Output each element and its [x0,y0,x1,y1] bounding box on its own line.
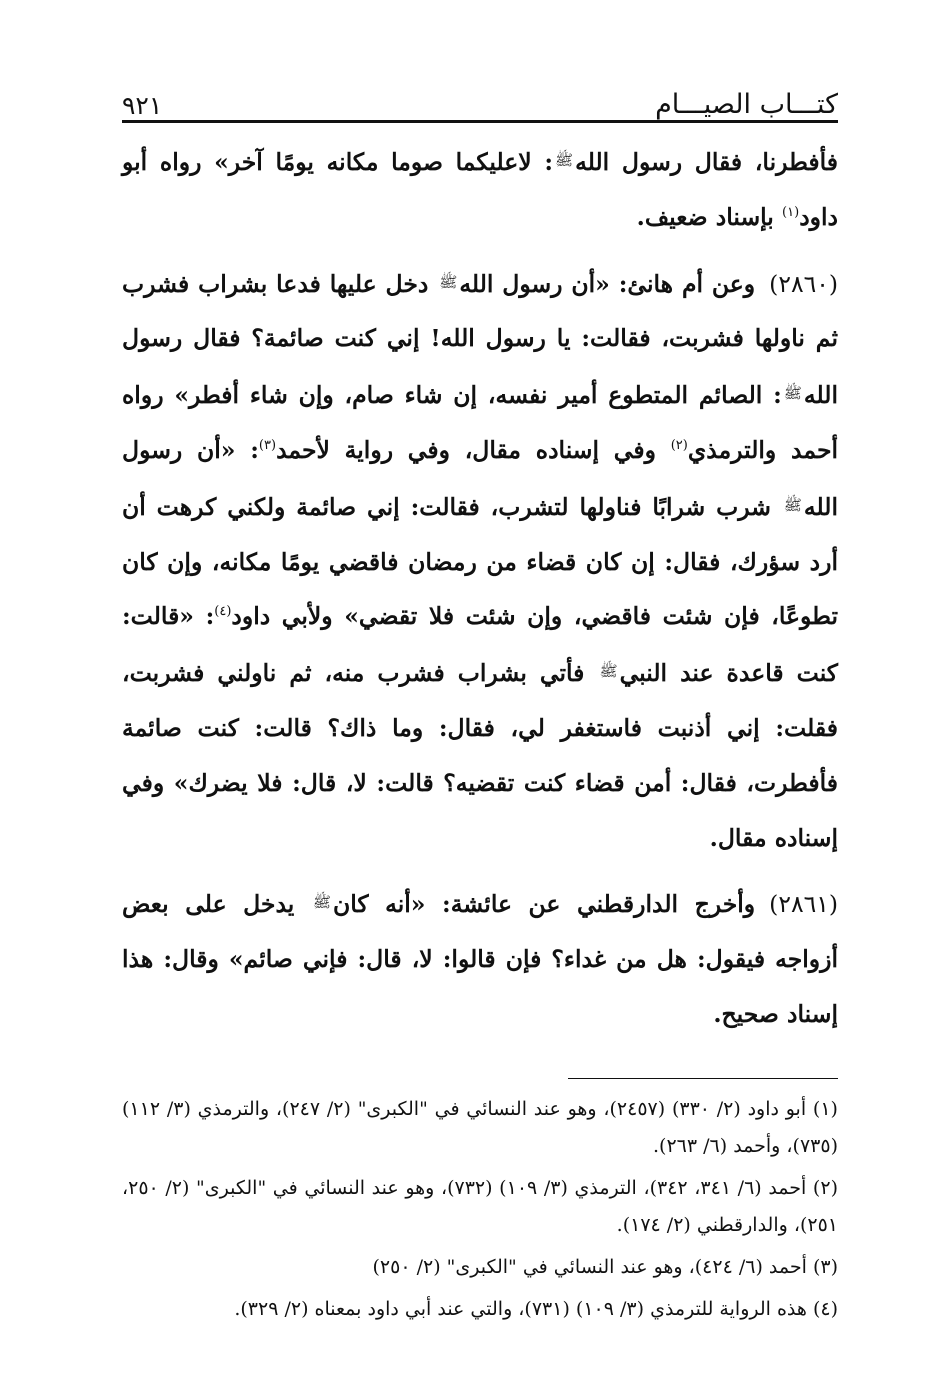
text-run: : لاعليكما صوما مكانه يومًا آخر» رواه أبو داود [122,148,838,231]
salla-glyph: ﷺ [312,893,331,912]
paragraph-continuation [122,133,838,245]
text-run: : «قالت: كنت قاعدة عند النبي [122,602,838,688]
hadith-number: (٢٨٦١) [769,890,838,919]
text-run: وأخرج الدارقطني عن عائشة: «أنه كان [333,890,756,919]
text-run: : «أن رسول الله [122,435,838,521]
hadith-2860 [122,255,838,866]
text-run: وفي إسناده مقال، وفي رواية لأحمد [276,435,671,464]
text-run: دخل عليها فدعا بشراب فشرب ثم ناولها فشربت، فقالت: يا رسول الله! إني كنت صائمة؟ فقال رسول الله [122,269,838,410]
hadith-2861 [122,875,838,1041]
text-run: : الصائم المتطوع أمير نفسه، إن شاء صام، وإن شاء أفطر» رواه أحمد والترمذي [122,381,839,464]
text-run: فأتي بشراب فشرب منه، ثم ناولني فشربت، فقلت: إني أذنبت فاستغفر لي، فقال: وما ذاك؟ قالت: كنت صائمة فأفطرت، فقال: أمن قضاء كنت تقضيه؟ قالت: لا، قال: فلا يضرك» وفي إسناده مقال. [122,659,838,852]
page-number: ٩٢١ [122,91,163,120]
text-run: فأفطرنا، فقال رسول الله [575,148,838,176]
chapter-title: كتـــاب الصيـــام [655,89,838,120]
salla-glyph: ﷺ [439,272,458,291]
main-text [122,133,838,1042]
footnotes [122,1091,838,1328]
text-run: بإسناد ضعيف. [636,202,783,231]
text-run: يدخل على بعض أزواجه فيقول: هل من غداء؟ فإن قالوا: لا، قال: فإني صائم» وقال: هذا إسناد صحيح. [122,890,838,1028]
text-run: وعن أم هانئ: «أن رسول الله [459,269,756,298]
book-page [122,86,838,1328]
footnote-ref-4[interactable]: (٤) [214,604,232,620]
footnote-3: (٣) أحمد (٦/ ٤٢٤)، وهو عند النسائي في "الكبرى" (٢/ ٢٥٠) [372,1255,838,1278]
footnote-separator [568,1078,838,1079]
footnote-ref-3[interactable]: (٣) [258,438,277,454]
text-run: شرب شرابًا فناولها لتشرب، فقالت: إني صائمة ولكني كرهت أن أرد سؤرك، فقال: إن كان قضاء من رمضان فاقضي يومًا مكانه، وإن كان تطوعًا، فإن شئت فاقضي، وإن شئت فلا تقضي» ولأبي داود [122,492,838,631]
salla-glyph: ﷺ [783,495,802,514]
footnote-separator-wrap [122,1078,838,1079]
footnote-4: (٤) هذه الرواية للترمذي (٣/ ١٠٩) (٧٣١)، والتي عند أبي داود بمعناه (٢/ ٣٢٩). [234,1297,838,1320]
footnote-1: (١) أبو داود (٢/ ٣٣٠) (٢٤٥٧)، وهو عند النسائي في "الكبرى" (٢/ ٢٤٧)، والترمذي (٣/ ١١٢) (٧٣٥)، وأحمد (٦/ ٢٦٣). [122,1097,838,1157]
hadith-number: (٢٨٦٠) [769,269,838,298]
salla-glyph: ﷺ [555,151,574,169]
running-header [122,86,838,123]
footnote-ref-1[interactable]: (١) [782,204,800,220]
footnote-ref-2[interactable]: (٢) [670,438,688,454]
salla-glyph: ﷺ [783,384,802,403]
salla-glyph: ﷺ [599,662,618,681]
footnote-2: (٢) أحمد (٦/ ٣٤١، ٣٤٢)، الترمذي (٣/ ١٠٩) (٧٣٢)، وهو عند النسائي في "الكبرى" (٢/ ٢٥٠، ٢٥١)، والدارقطني (٢/ ١٧٤). [122,1176,838,1236]
